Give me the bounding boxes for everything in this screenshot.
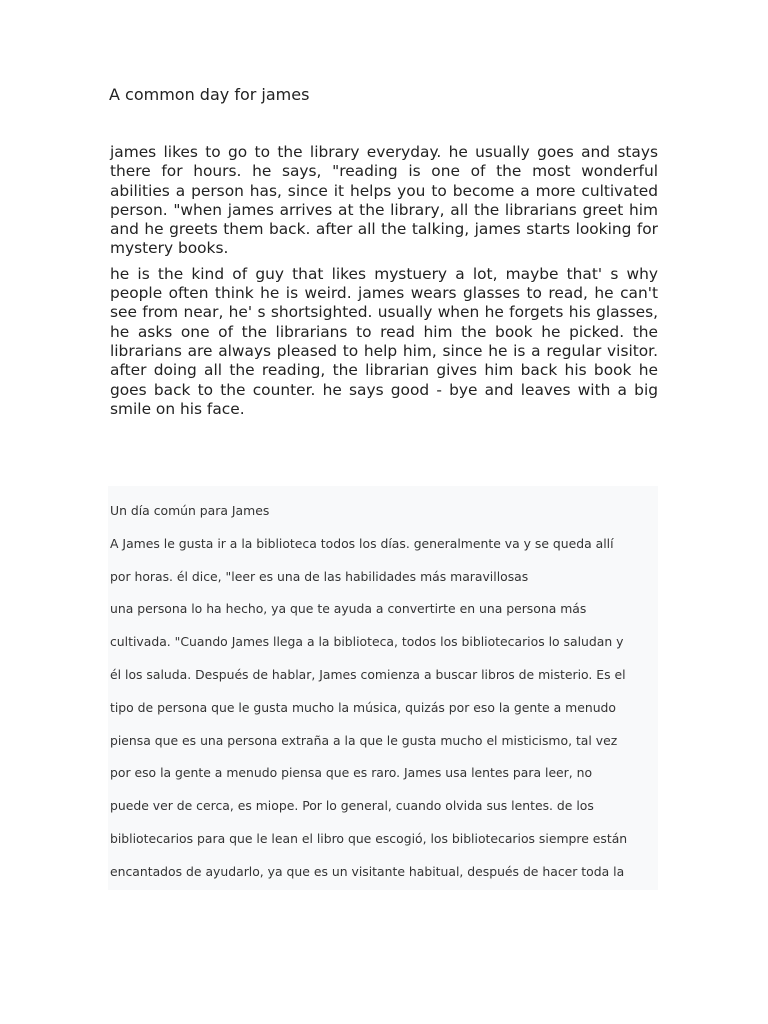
translation-text (110, 500, 656, 894)
english-body (110, 143, 658, 425)
translation-panel (108, 486, 658, 890)
translation-line: puede ver de cerca, es miope. Por lo general, cuando olvida sus lentes. de los (110, 798, 594, 814)
translation-line: piensa que es una persona extraña a la que le gusta mucho el misticismo, tal vez (110, 732, 618, 748)
translation-title: Un día común para James (110, 503, 270, 518)
translation-line: encantados de ayudarlo, ya que es un visitante habitual, después de hacer toda la (110, 863, 625, 879)
translation-line: por eso la gente a menudo piensa que es raro. James usa lentes para leer, no (110, 765, 593, 781)
document-title: A common day for james (109, 85, 310, 104)
translation-line: una persona lo ha hecho, ya que te ayuda a convertirte en una persona más (110, 601, 587, 617)
translation-line: él los saluda. Después de hablar, James comienza a buscar libros de misterio. Es el (110, 666, 626, 682)
paragraph-1: james likes to go to the library everyday. he usually goes and stays there for hours. he says, "reading is one of the most wonderful abilities a person has, since it helps you to become a more cultivated person. "when james arrives at the library, all the librarians greet him and he greets them back. after all the talking, james starts looking for mystery books. (110, 143, 658, 258)
translation-line: tipo de persona que le gusta mucho la música, quizás por eso la gente a menudo (110, 699, 616, 715)
translation-line: A James le gusta ir a la biblioteca todos los días. generalmente va y se queda allí (110, 535, 614, 551)
translation-line: cultivada. "Cuando James llega a la biblioteca, todos los bibliotecarios lo saludan y (110, 634, 624, 650)
translation-line: por horas. él dice, "leer es una de las habilidades más maravillosas (110, 568, 529, 584)
paragraph-2: he is the kind of guy that likes mystuery a lot, maybe that' s why people often think he is weird. james wears glasses to read, he can't see from near, he' s shortsighted. usually when he forgets his glasses, he asks one of the librarians to read him the book he picked. the librarians are always pleased to help him, since he is a regular visitor. after doing all the reading, the librarian gives him back his book he goes back to the counter. he says good - bye and leaves with a big smile on his face. (110, 264, 658, 418)
translation-line: bibliotecarios para que le lean el libro que escogió, los bibliotecarios siempre están (110, 830, 628, 846)
